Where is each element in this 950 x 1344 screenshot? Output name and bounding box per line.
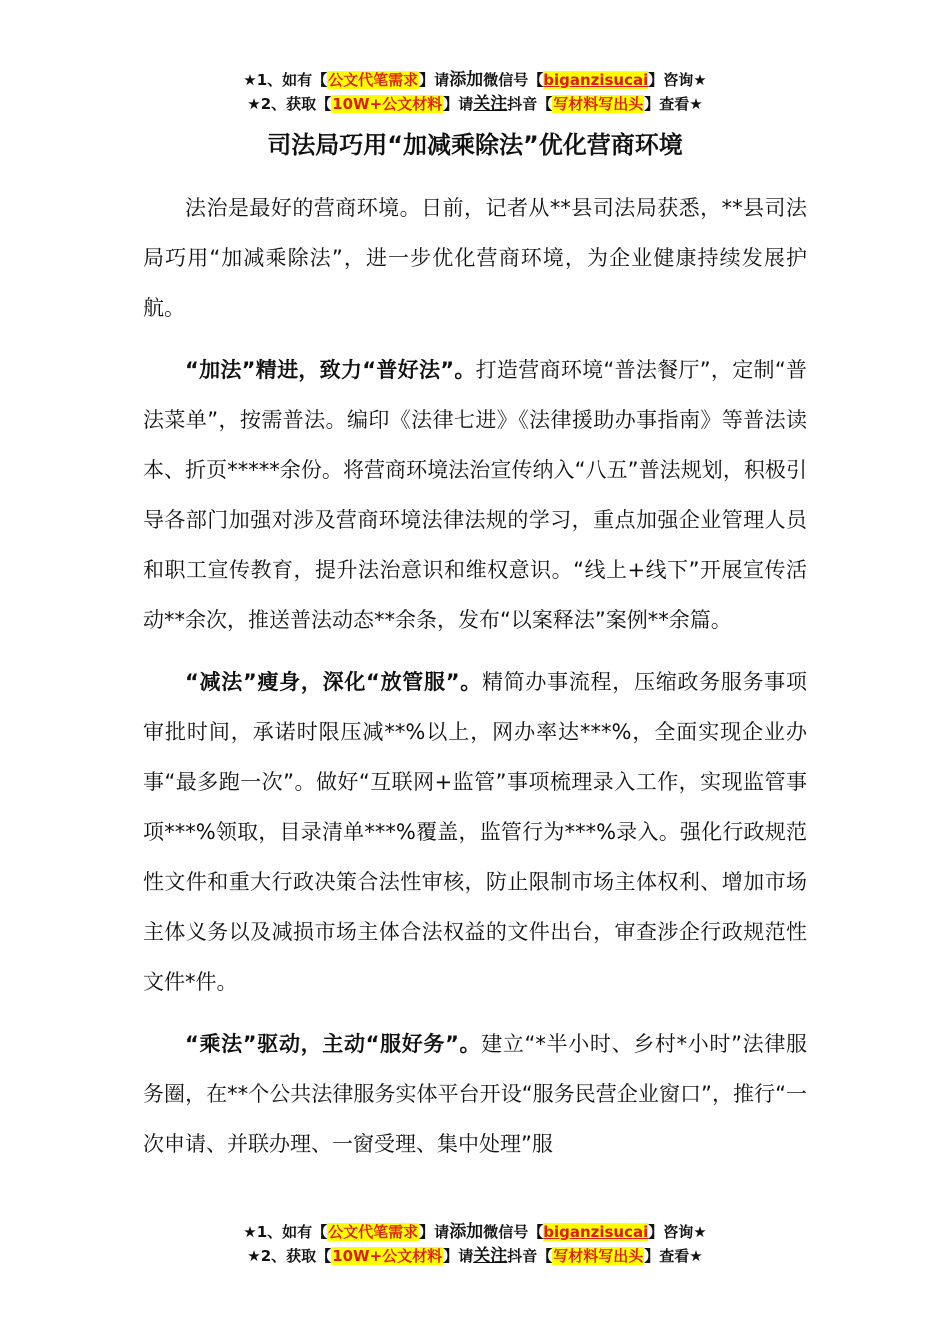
banner-highlight: 写材料写出头 [553,95,644,113]
paragraph-addition [143,345,807,645]
banner-text: 抖音【 [507,1247,553,1265]
wechat-id-link[interactable]: biganzisucai [543,1223,649,1241]
banner-emphasis: 添加 [449,70,484,90]
banner-text: 】请 [443,1247,474,1265]
banner-text: 】查看★ [644,95,703,113]
banner-emphasis: 关注 [473,94,508,114]
document-title: 司法局巧用“加减乘除法”优化营商环境 [267,131,683,159]
bottom-banner [0,1220,950,1268]
banner-text: 】请 [419,1223,450,1241]
banner-emphasis: 关注 [473,1246,508,1266]
paragraph-multiplication [143,1019,807,1169]
paragraph-text: 建立“*半小时、乡村*小时”法律服务圈，在**个公共法律服务实体平台开设“服务民营企业窗口”，推行“一次申请、并联办理、一窗受理、集中处理”服 [143,1032,807,1156]
banner-highlight: 10W+公文材料 [332,95,443,113]
top-banner [0,68,950,116]
banner-text: 抖音【 [507,95,553,113]
banner-text: ★1、如有【 [243,71,328,89]
paragraph-text: 打造营商环境“普法餐厅”，定制“普法菜单”，按需普法。编印《法律七进》《法律援助办事指南》等普法读本、折页*****余份。将营商环境法治宣传纳入“八五”普法规划，积极引导各部门加强对涉及营商环境法律法规的学习，重点加强企业管理人员和职工宣传教育，提升法治意识和维权意识。“线上+线下”开展宣传活动**余次，推送普法动态**余条，发布“以案释法”案例**余篇。 [143,358,807,632]
banner-highlight: 写材料写出头 [553,1247,644,1265]
paragraph-lead: “减法”瘦身，深化“放管服”。 [185,670,482,694]
paragraph-intro [143,183,807,333]
banner-highlight: 公文代笔需求 [328,1223,419,1241]
banner-highlight: 公文代笔需求 [328,71,419,89]
paragraph-subtraction [143,657,807,1007]
paragraph-lead: “乘法”驱动，主动“服好务”。 [185,1032,482,1056]
banner-text: 】咨询★ [648,1223,707,1241]
banner-text: ★2、获取【 [247,1247,332,1265]
banner-emphasis: 添加 [449,1222,484,1242]
banner-text: 】请 [443,95,474,113]
paragraph-text: 法治是最好的营商环境。日前，记者从**县司法局获悉，**县司法局巧用“加减乘除法”，进一步优化营商环境，为企业健康持续发展护航。 [143,196,807,320]
banner-text: 】咨询★ [648,71,707,89]
wechat-id-link[interactable]: biganzisucai [543,71,649,89]
banner-text: ★1、如有【 [243,1223,328,1241]
paragraph-text: 精简办事流程，压缩政务服务事项审批时间，承诺时限压减**%以上，网办率达***%，全面实现企业办事“最多跑一次”。做好“互联网+监管”事项梳理录入工作，实现监管事项***%领取，目录清单***%覆盖，监管行为***%录入。强化行政规范性文件和重大行政决策合法性审核，防止限制市场主体权利、增加市场主体义务以及减损市场主体合法权益的文件出台，审查涉企行政规范性文件*件。 [143,670,807,994]
banner-text: 微信号【 [483,1223,544,1241]
banner-text: 】查看★ [644,1247,703,1265]
banner-highlight: 10W+公文材料 [332,1247,443,1265]
banner-line-1 [0,1220,950,1244]
banner-line-1 [0,68,950,92]
banner-text: 微信号【 [483,71,544,89]
banner-text: 】请 [419,71,450,89]
banner-text: ★2、获取【 [247,95,332,113]
document-body [143,183,807,1181]
banner-line-2 [0,1244,950,1268]
banner-line-2 [0,92,950,116]
paragraph-lead: “加法”精进，致力“普好法”。 [185,358,476,382]
